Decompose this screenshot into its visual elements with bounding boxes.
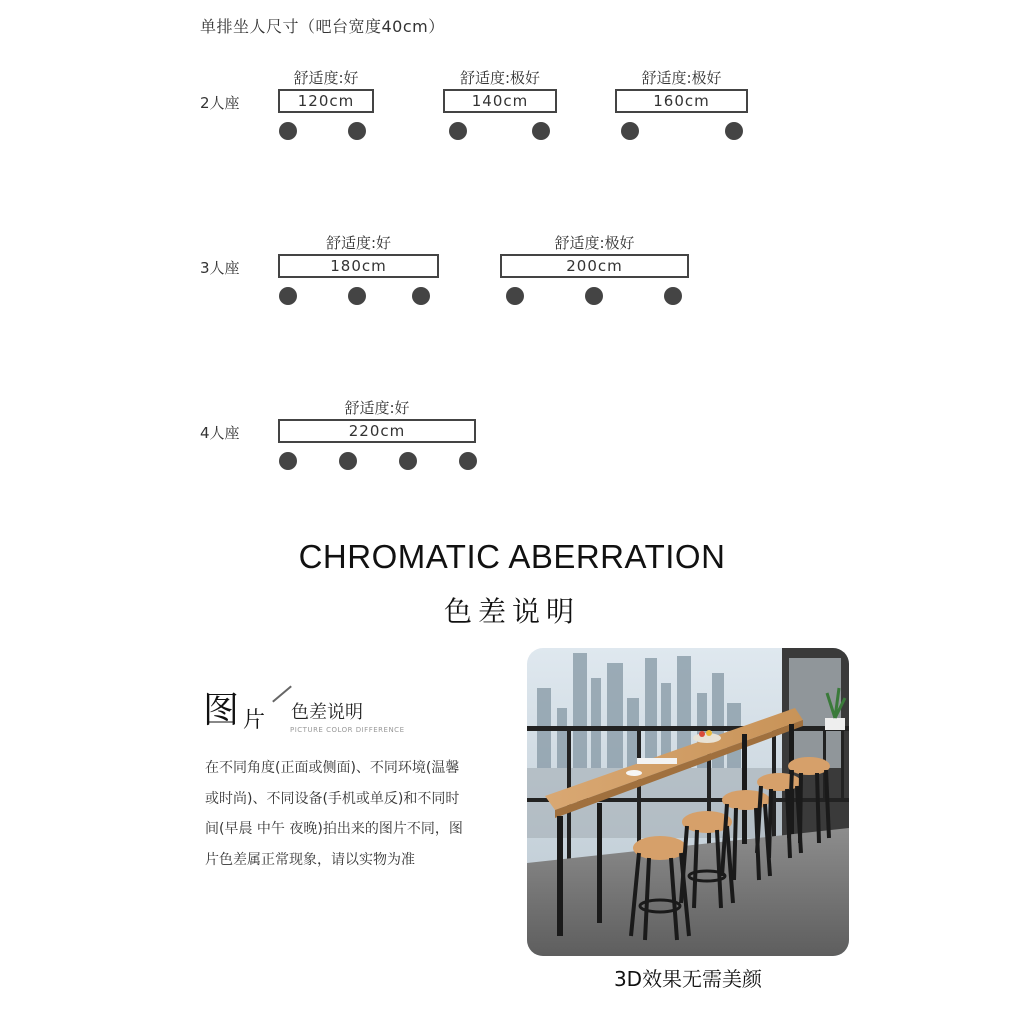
seat-dot [532, 122, 550, 140]
table-size-box: 200cm [500, 254, 689, 278]
photo-caption: 3D效果无需美颜 [613, 967, 763, 991]
comfort-label: 舒适度:极好 [459, 69, 541, 87]
seat-dot [449, 122, 467, 140]
section-title-en: CHROMATIC ABERRATION [298, 538, 726, 575]
note-line: 或时尚)、不同设备(手机或单反)和不同时 [205, 790, 460, 807]
row-label-3-seat: 3人座 [200, 259, 240, 277]
seat-dot [412, 287, 430, 305]
note-line: 在不同角度(正面或侧面)、不同环境(温馨 [205, 760, 460, 776]
section-title-zh: 色差说明 [443, 595, 580, 628]
note-small-char: 片 [243, 708, 266, 733]
comfort-label: 舒适度:好 [293, 69, 359, 87]
seat-dot [459, 452, 477, 470]
seat-dot [279, 122, 297, 140]
table-size-box: 220cm [278, 419, 476, 443]
note-line: 片色差属正常现象，请以实物为准 [205, 851, 415, 868]
note-line: 间(早晨 中午 夜晚)拍出来的图片不同，图 [205, 821, 463, 837]
seat-dot [399, 452, 417, 470]
seat-dot [664, 287, 682, 305]
seat-dot [348, 287, 366, 305]
seat-dot [348, 122, 366, 140]
table-size-box: 160cm [615, 89, 748, 113]
table-size-box: 140cm [443, 89, 557, 113]
table-size-box: 120cm [278, 89, 374, 113]
note-big-char: 图 [203, 690, 240, 731]
comfort-label: 舒适度:极好 [554, 234, 635, 252]
seat-dot [585, 287, 603, 305]
comfort-label: 舒适度:极好 [641, 69, 722, 87]
seat-dot [725, 122, 743, 140]
seat-dot [279, 287, 297, 305]
seat-dot [621, 122, 639, 140]
note-title: 色差说明 [291, 702, 363, 723]
product-photo [527, 648, 849, 956]
seat-dot [506, 287, 524, 305]
comfort-label: 舒适度:好 [344, 399, 410, 417]
row-label-4-seat: 4人座 [200, 424, 240, 442]
table-size-box: 180cm [278, 254, 439, 278]
comfort-label: 舒适度:好 [325, 234, 392, 252]
row-label-2-seat: 2人座 [200, 94, 240, 112]
seat-dot [339, 452, 357, 470]
page-title: 单排坐人尺寸（吧台宽度40cm） [200, 17, 445, 36]
note-title-en: PICTURE COLOR DIFFERENCE [290, 726, 405, 734]
seat-dot [279, 452, 297, 470]
note-description [205, 753, 505, 875]
slash-divider [272, 686, 292, 703]
